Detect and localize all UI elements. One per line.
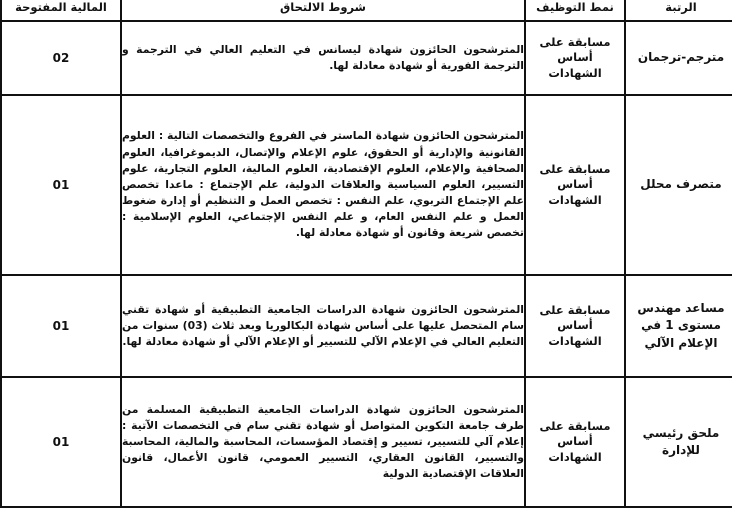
conditions-cell: المترشحون الحائزون شهادة الماستر في الفروع والتخصصات التالية : العلوم القانونية والإدارية أو الحقوق، علوم الإعلام والإتصال، الديموغرافيا، العلوم الصحافية والإعلام، العلوم الإقتصادية، العلوم المالية، العلوم التجارية، علوم التسيير، العلوم السياسية والعلاقات الدولية، علم الإجتماع : ماعدا تخصص علم الإجتماع التربوي، علم النفس : تخصص العمل و التنظيم أو إدارة ضغوط العمل و علم النفس العام، و علم النفس الإجتماعي، العلوم الإسلامية : تخصص شريعة وقانون أو شهادة معادلة لها. [121,95,525,275]
header-grade: الرتبة [625,0,732,21]
table-row [1,275,732,377]
mode-line: أساس [557,177,593,192]
mode-cell [525,21,625,95]
grade-line: ملحق رئيسي [642,425,720,440]
posts-cell: 02 [1,21,121,95]
grade-line: متصرف محلل [640,177,722,192]
table-row [1,21,732,95]
mode-cell [525,377,625,507]
mode-line: مسابقة على [539,418,611,433]
mode-line: الشهادات [548,449,602,464]
grade-line: مساعد مهندس [637,300,725,315]
conditions-cell: المترشحون الحائزون شهادة الدراسات الجامعية التطبيقية المسلمة من طرف جامعة التكوين المتواصل أو شهادة تقني سام في التخصصات الآتية : إعلام آلي للتسيير، تسيير و إقتصاد المؤسسات، المحاسبة والمالية، المحاسبة والتسيير، القانون العقاري، التسيير العمومي، قانون الأعمال، قانون العلاقات الإقتصادية الدولية [121,377,525,507]
grade-cell [625,377,732,507]
document-page [12,0,732,481]
header-conditions: شروط الالتحاق [121,0,525,21]
header-posts: المالية المفتوحة [1,0,121,21]
mode-line: أساس [557,318,593,333]
grade-line: للإدارة [662,443,700,457]
mode-line: الشهادات [548,65,602,80]
mode-line: أساس [557,50,593,65]
grade-cell [625,21,732,95]
grade-cell [625,275,732,377]
table-row [1,377,732,507]
header-mode: نمط التوظيف [525,0,625,21]
posts-cell: 01 [1,275,121,377]
grade-line: مترجم-ترجمان [637,50,725,65]
mode-line: الشهادات [548,192,602,207]
mode-cell [525,95,625,275]
mode-line: مسابقة على [539,161,611,176]
grade-line: مستوى 1 في [641,318,721,333]
grade-cell [625,95,732,275]
mode-line: أساس [557,434,593,449]
grade-line: الإعلام الآلي [644,335,718,350]
mode-line: مسابقة على [539,302,611,317]
mode-line: الشهادات [548,333,602,348]
mode-line: مسابقة على [539,34,611,49]
table-row [1,95,732,275]
header-row [1,0,732,21]
posts-cell: 01 [1,377,121,507]
conditions-cell: المترشحون الحائزون شهادة الدراسات الجامعية التطبيقية أو شهادة تقني سام المتحصل عليها على أساس شهادة البكالوريا وبعد ثلاث (03) سنوات من التعليم العالي في الإعلام الآلي للتسيير أو الإعلام الآلي أو شهادة معادلة لها. [121,275,525,377]
posts-cell: 01 [1,95,121,275]
conditions-cell: المترشحون الحائزون شهادة ليسانس في التعليم العالي في الترجمة و الترجمة الفورية أو شهادة معادلة لها. [121,21,525,95]
mode-cell [525,275,625,377]
